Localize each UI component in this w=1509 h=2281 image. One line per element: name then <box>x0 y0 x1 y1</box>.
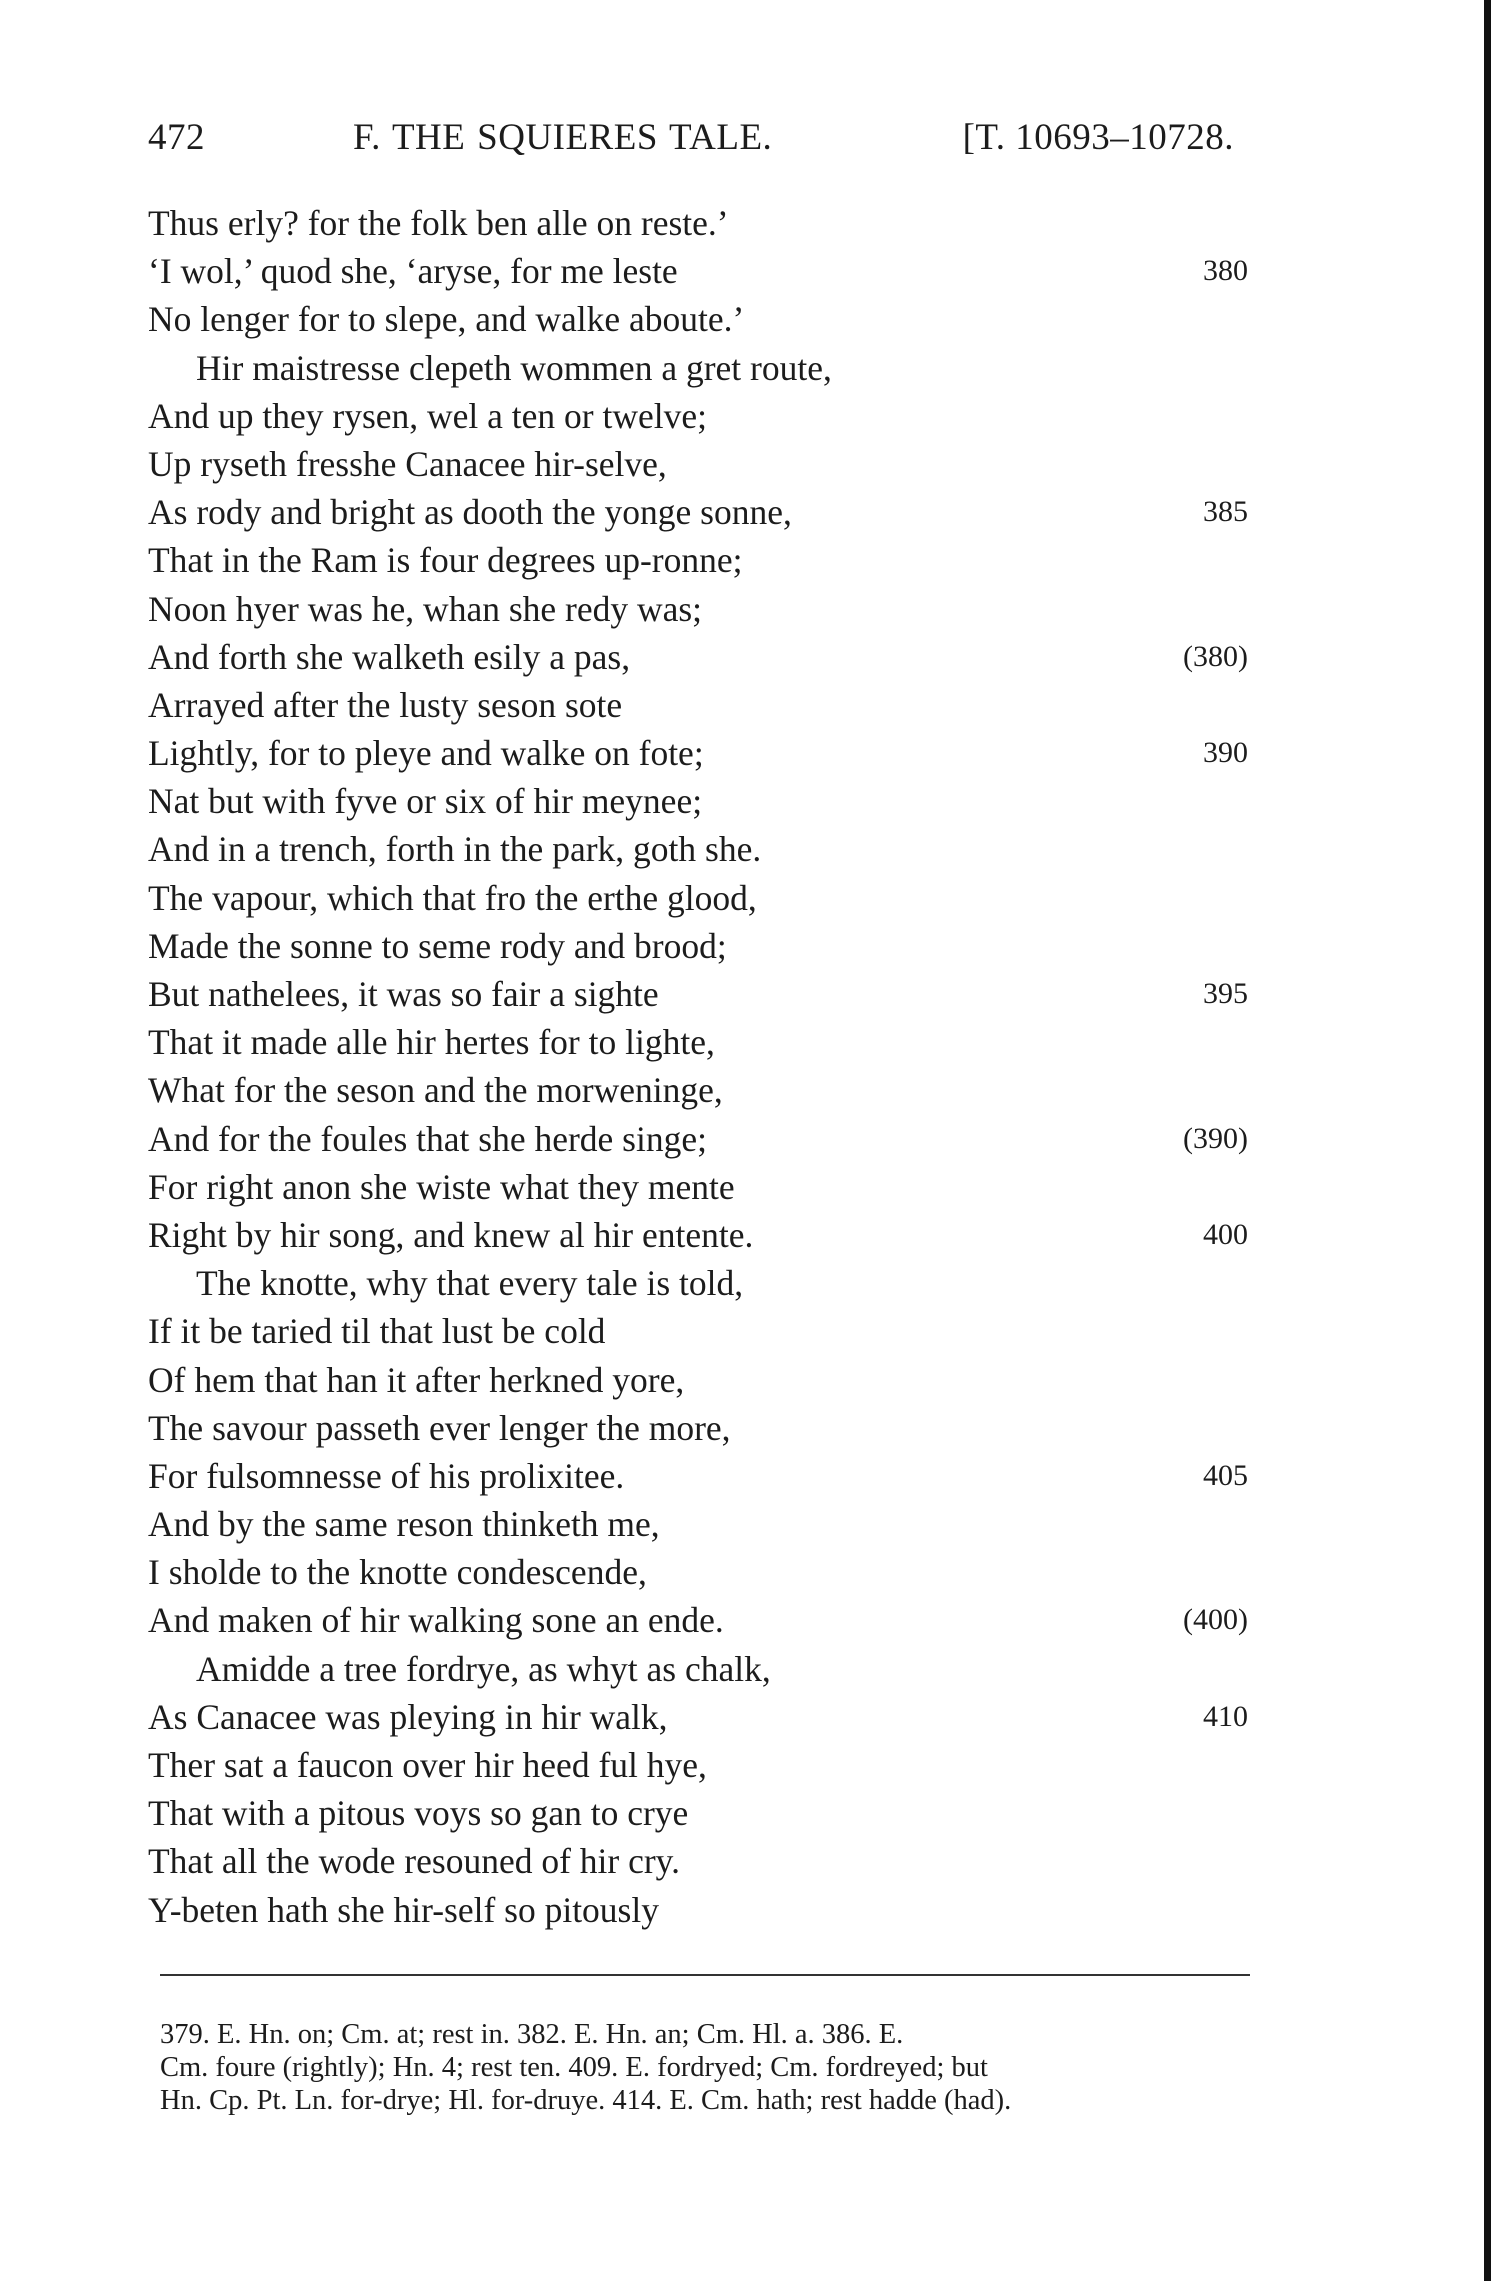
verse-line-text: Up ryseth fresshe Canacee hir-selve, <box>148 443 667 484</box>
verse-line <box>148 199 1258 247</box>
line-number: 380 <box>1203 254 1248 288</box>
verse-line <box>148 1163 1258 1211</box>
verse-line <box>148 825 1258 873</box>
verse-line <box>148 681 1258 729</box>
verse-line-text: And up they rysen, wel a ten or twelve; <box>148 395 707 436</box>
verse-line <box>148 1259 1258 1307</box>
verse-line-text: Y-beten hath she hir-self so pitously <box>148 1889 659 1930</box>
verse-line <box>148 488 1258 536</box>
footnote-divider <box>160 1974 1250 1976</box>
verse-line-text: Ther sat a faucon over hir heed ful hye, <box>148 1745 707 1785</box>
line-number: 385 <box>1203 495 1248 529</box>
verse-line-text: And forth she walketh esily a pas, <box>148 636 631 677</box>
verse-line-text: And by the same reson thinketh me, <box>148 1504 660 1545</box>
verse-line-text: But nathelees, it was so fair a sighte <box>148 974 659 1014</box>
verse-line-text: Arrayed after the lusty seson sote <box>148 684 623 725</box>
verse-line <box>148 729 1258 777</box>
page-number: 472 <box>148 117 205 158</box>
verse-line-text: Thus erly? for the folk ben alle on reste.’ <box>148 203 729 243</box>
verse-line <box>148 1741 1258 1789</box>
verse-line <box>148 1115 1258 1163</box>
footnote-line: Hn. Cp. Pt. Ln. for-drye; Hl. for-druye. 414. E. Cm. hath; rest hadde (had). <box>160 2085 1012 2116</box>
verse-line <box>148 1066 1258 1114</box>
verse-line-text: Nat but with fyve or six of hir meynee; <box>148 781 703 822</box>
page-title: F. THE SQUIERES TALE. <box>353 117 773 158</box>
verse-line-text: And maken of hir walking sone an ende. <box>148 1600 724 1641</box>
line-number: 400 <box>1203 1217 1248 1251</box>
verse-line <box>148 1500 1258 1548</box>
line-number: 405 <box>1203 1458 1248 1492</box>
line-number: 390 <box>1203 736 1248 770</box>
verse-block <box>148 199 1258 1934</box>
verse-line-text: ‘I wol,’ quod she, ‘aryse, for me leste <box>148 251 678 292</box>
page-edge-rule <box>1484 0 1491 2281</box>
verse-line-text: That with a pitous voys so gan to crye <box>148 1793 689 1834</box>
verse-line <box>148 585 1258 633</box>
verse-line <box>148 344 1258 392</box>
line-number: 410 <box>1203 1699 1248 1733</box>
line-number: 395 <box>1203 977 1248 1010</box>
verse-line-text: As rody and bright as dooth the yonge sonne, <box>148 492 792 533</box>
verse-line <box>148 1452 1258 1500</box>
verse-line-text: For fulsomnesse of his prolixitee. <box>148 1455 625 1496</box>
verse-line-text: Right by hir song, and knew al hir entente. <box>148 1214 754 1255</box>
verse-line <box>148 247 1258 295</box>
verse-line-text: That in the Ram is four degrees up-ronne; <box>148 540 743 581</box>
verse-line <box>148 1356 1258 1404</box>
verse-line-text: Lightly, for to pleye and walke on fote; <box>148 733 704 774</box>
verse-line <box>148 874 1258 922</box>
verse-line-text: That it made alle hir hertes for to lighte, <box>148 1022 715 1063</box>
verse-line-text: The knotte, why that every tale is told, <box>196 1263 744 1304</box>
line-reference: [T. 10693–10728. <box>962 117 1234 158</box>
line-number: (400) <box>1183 1603 1248 1637</box>
verse-line-text: The savour passeth ever lenger the more, <box>148 1407 731 1448</box>
verse-line-text: As Canacee was pleying in hir walk, <box>148 1696 668 1737</box>
verse-line <box>148 970 1258 1018</box>
verse-line-text: Made the sonne to seme rody and brood; <box>148 925 727 966</box>
verse-line-text: That all the wode resouned of hir cry. <box>148 1841 680 1882</box>
footnote-line: 379. E. Hn. on; Cm. at; rest in. 382. E. Hn. an; Cm. Hl. a. 386. E. <box>160 2019 904 2050</box>
verse-line <box>148 1886 1258 1934</box>
verse-line-text: For right anon she wiste what they mente <box>148 1166 735 1207</box>
verse-line <box>148 536 1258 584</box>
verse-line <box>148 777 1258 825</box>
footnotes <box>160 2018 1250 2117</box>
verse-line <box>148 1645 1258 1693</box>
verse-line <box>148 440 1258 488</box>
verse-line <box>148 1211 1258 1259</box>
verse-line-text: Of hem that han it after herkned yore, <box>148 1359 685 1400</box>
verse-line <box>148 1548 1258 1596</box>
verse-line-text: If it be taried til that lust be cold <box>148 1311 606 1352</box>
verse-line <box>148 1837 1258 1885</box>
verse-line <box>148 1404 1258 1452</box>
verse-line-text: Hir maistresse clepeth wommen a gret route, <box>196 347 832 388</box>
running-header <box>148 116 1248 176</box>
verse-line <box>148 1693 1258 1741</box>
line-number: (380) <box>1183 639 1248 673</box>
verse-line <box>148 1018 1258 1066</box>
verse-line <box>148 392 1258 440</box>
verse-line <box>148 1307 1258 1355</box>
verse-line-text: Amidde a tree fordrye, as whyt as chalk, <box>196 1648 771 1689</box>
verse-line-text: The vapour, which that fro the erthe glood, <box>148 877 757 918</box>
verse-line <box>148 922 1258 970</box>
line-number: (390) <box>1183 1121 1248 1155</box>
verse-line-text: Noon hyer was he, whan she redy was; <box>148 588 703 629</box>
verse-line-text: And for the foules that she herde singe; <box>148 1118 707 1159</box>
verse-line <box>148 633 1258 681</box>
verse-line <box>148 1596 1258 1644</box>
verse-line-text: No lenger for to slepe, and walke aboute.’ <box>148 299 745 340</box>
footnote-line: Cm. foure (rightly); Hn. 4; rest ten. 409. E. fordryed; Cm. fordreyed; but <box>160 2052 988 2083</box>
verse-line-text: And in a trench, forth in the park, goth she. <box>148 829 762 870</box>
verse-line <box>148 295 1258 343</box>
verse-line-text: What for the seson and the morweninge, <box>148 1070 723 1111</box>
verse-line-text: I sholde to the knotte condescende, <box>148 1552 647 1593</box>
verse-line <box>148 1789 1258 1837</box>
